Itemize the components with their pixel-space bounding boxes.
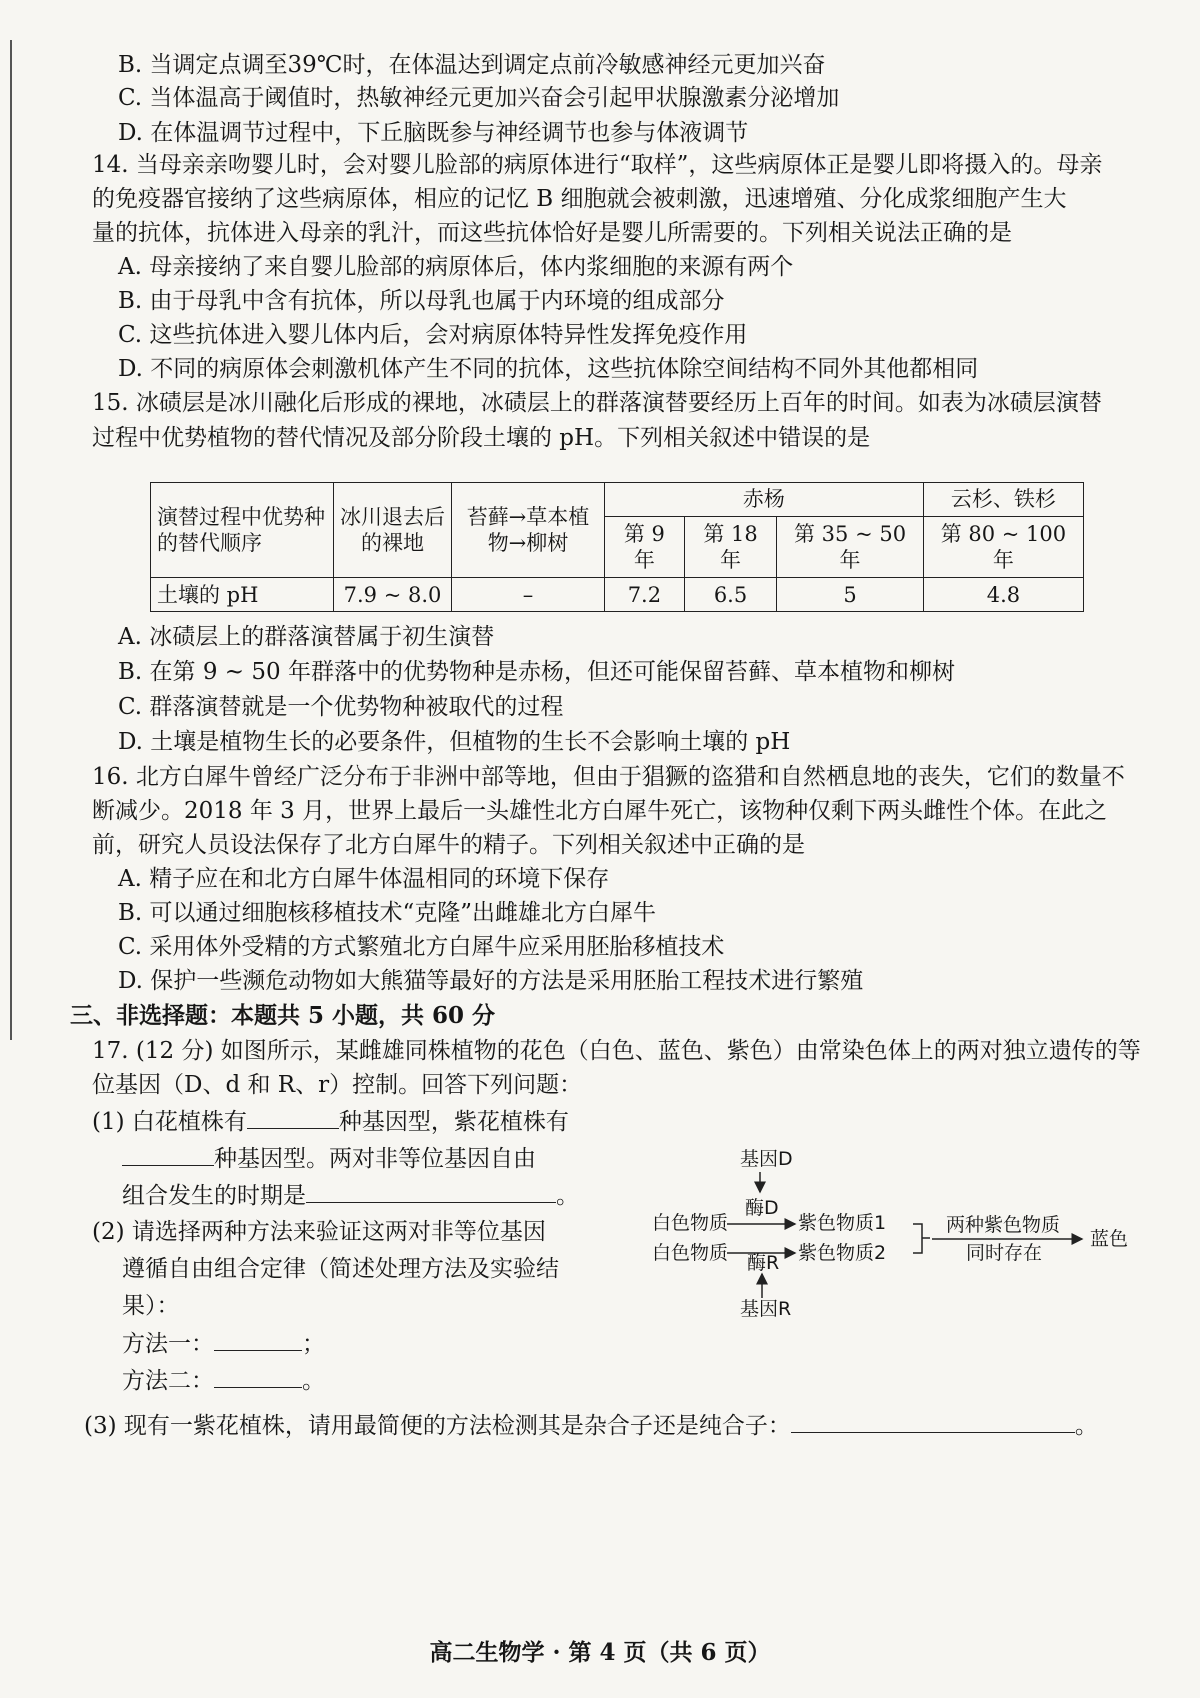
q16-stem-line-2: 断减少。2018 年 3 月，世界上最后一头雄性北方白犀牛死亡，该物种仅剩下两头雌性个体。在此之 [92,798,1108,824]
table-header-moss-grass-willow: 苔藓→草本植物→柳树 [452,483,605,578]
q15-option-d: D. 土壤是植物生长的必要条件，但植物的生长不会影响土壤的 pH [118,729,791,755]
q17-stem-line-2: 位基因（D、d 和 R、r）控制。回答下列问题： [92,1072,583,1098]
table-cell-ph: 6.5 [684,578,776,612]
diagram-purple-substance-1: 紫色物质1 [798,1212,887,1234]
q17-semicolon: ； [302,1331,325,1357]
q17-part2-line-2: 遵循自由组合定律（简述处理方法及实验结 [122,1256,559,1282]
q17-part2-line-1: (2) 请选择两种方法来验证这两对非等位基因 [92,1219,546,1245]
q17-period-1: 。 [556,1183,579,1209]
q16-option-c: C. 采用体外受精的方式繁殖北方白犀牛应采用胚胎移植技术 [118,934,725,960]
q16-option-a: A. 精子应在和北方白犀牛体温相同的环境下保存 [118,866,610,892]
q16-stem-line-3: 前，研究人员设法保存了北方白犀牛的精子。下列相关叙述中正确的是 [92,832,805,858]
q14-stem-line-3: 量的抗体，抗体进入母亲的乳汁，而这些抗体恰好是婴儿所需要的。下列相关说法正确的是 [92,220,1012,246]
q15-stem-line-2: 过程中优势植物的替代情况及部分阶段土壤的 pH。下列相关叙述中错误的是 [92,425,871,451]
table-subheader-year-35-50: 第 35 ~ 50 年 [777,516,924,578]
q16-option-b: B. 可以通过细胞核移植技术“克隆”出雌雄北方白犀牛 [118,900,657,926]
bracket-purple-substances [913,1224,930,1253]
table-cell-ph: 7.9 ~ 8.0 [334,578,452,612]
diagram-white-substance-1: 白色物质 [652,1212,729,1234]
table-cell-ph: 5 [777,578,924,612]
q15-option-c: C. 群落演替就是一个优势物种被取代的过程 [118,694,564,720]
q17-part2-line-3: 果）： [122,1293,180,1319]
diagram-enzyme-d: 酶D [745,1197,779,1219]
q14-option-c: C. 这些抗体进入婴儿体内后，会对病原体特异性发挥免疫作用 [118,322,748,348]
q13-option-d: D. 在体温调节过程中，下丘脑既参与神经调节也参与体液调节 [118,120,749,146]
table-header-spruce-hemlock: 云杉、铁杉 [923,483,1083,517]
q17-period-2: 。 [302,1368,325,1394]
q13-option-b: B. 当调定点调至39℃时，在体温达到调定点前冷敏感神经元更加兴奋 [118,52,826,78]
q15-option-b: B. 在第 9 ~ 50 年群落中的优势物种是赤杨，但还可能保留苔藓、草本植物和柳树 [118,659,955,685]
q15-option-a: A. 冰碛层上的群落演替属于初生演替 [118,624,495,650]
diagram-purple-substance-2: 紫色物质2 [798,1242,887,1264]
diagram-gene-d: 基因D [740,1148,793,1170]
page-footer: 高二生物学 · 第 4 页（共 6 页） [429,1639,771,1666]
q13-option-c: C. 当体温高于阈值时，热敏神经元更加兴奋会引起甲状腺激素分泌增加 [118,85,840,111]
table-subheader-year-18: 第 18 年 [684,516,776,578]
q17-part3-text: (3) 现有一紫花植株，请用最简便的方法检测其是杂合子还是纯合子： [84,1413,791,1439]
diagram-white-substance-2: 白色物质 [652,1242,729,1264]
diagram-two-purple-label: 两种紫色物质 [946,1214,1061,1236]
table-header-alder: 赤杨 [605,483,924,517]
q17-part1-text-d: 组合发生的时期是 [122,1183,306,1209]
diagram-coexist-label: 同时存在 [966,1242,1043,1264]
q14-stem-line-2: 的免疫器官接纳了这些病原体，相应的记忆 B 细胞就会被刺激，迅速增殖、分化成浆细胞产生大 [92,186,1067,212]
section-3-title: 三、非选择题：本题共 5 小题，共 60 分 [70,1002,496,1029]
q14-option-b: B. 由于母乳中含有抗体，所以母乳也属于内环境的组成部分 [118,288,725,314]
q14-option-d: D. 不同的病原体会刺激机体产生不同的抗体，这些抗体除空间结构不同外其他都相同 [118,356,979,382]
q17-part1-text-c: 种基因型。两对非等位基因自由 [214,1146,536,1172]
q15-stem-line-1: 15. 冰碛层是冰川融化后形成的裸地，冰碛层上的群落演替要经历上百年的时间。如表为冰碛层演替 [92,390,1102,416]
q17-period-3: 。 [1074,1413,1098,1439]
table-cell-ph: 4.8 [923,578,1083,612]
table-header-bare-ground: 冰川退去后的裸地 [334,483,452,578]
table-header-soil-ph: 土壤的 pH [151,578,334,612]
table-subheader-year-9: 第 9 年 [605,516,685,578]
diagram-enzyme-r: 酶R [747,1252,780,1274]
table-cell-ph: – [452,578,605,612]
q17-part1-text-b: 种基因型，紫花植株有 [338,1109,569,1135]
q16-stem-line-1: 16. 北方白犀牛曾经广泛分布于非洲中部等地，但由于猖獗的盗猎和自然栖息地的丧失，它们的数量不 [92,764,1125,790]
q14-stem-line-1: 14. 当母亲亲吻婴儿时，会对婴儿脸部的病原体进行“取样”，这些病原体正是婴儿即将摄入的。母亲 [92,152,1103,178]
diagram-gene-r: 基因R [740,1298,792,1320]
q17-stem-line-1: 17. (12 分) 如图所示，某雌雄同株植物的花色（白色、蓝色、紫色）由常染色体上的两对独立遗传的等 [92,1038,1141,1064]
diagram-blue: 蓝色 [1090,1228,1129,1250]
table-header-succession-order: 演替过程中优势种的替代顺序 [151,483,334,578]
q16-option-d: D. 保护一些濒危动物如大熊猫等最好的方法是采用胚胎工程技术进行繁殖 [118,968,864,994]
q17-method-1-label: 方法一： [122,1331,214,1357]
q17-method-2-label: 方法二： [122,1368,214,1394]
table-subheader-year-80-100: 第 80 ~ 100 年 [923,516,1083,578]
q17-part1-text-a: (1) 白花植株有 [92,1109,247,1135]
q14-option-a: A. 母亲接纳了来自婴儿脸部的病原体后，体内浆细胞的来源有两个 [118,254,794,280]
table-cell-ph: 7.2 [605,578,685,612]
